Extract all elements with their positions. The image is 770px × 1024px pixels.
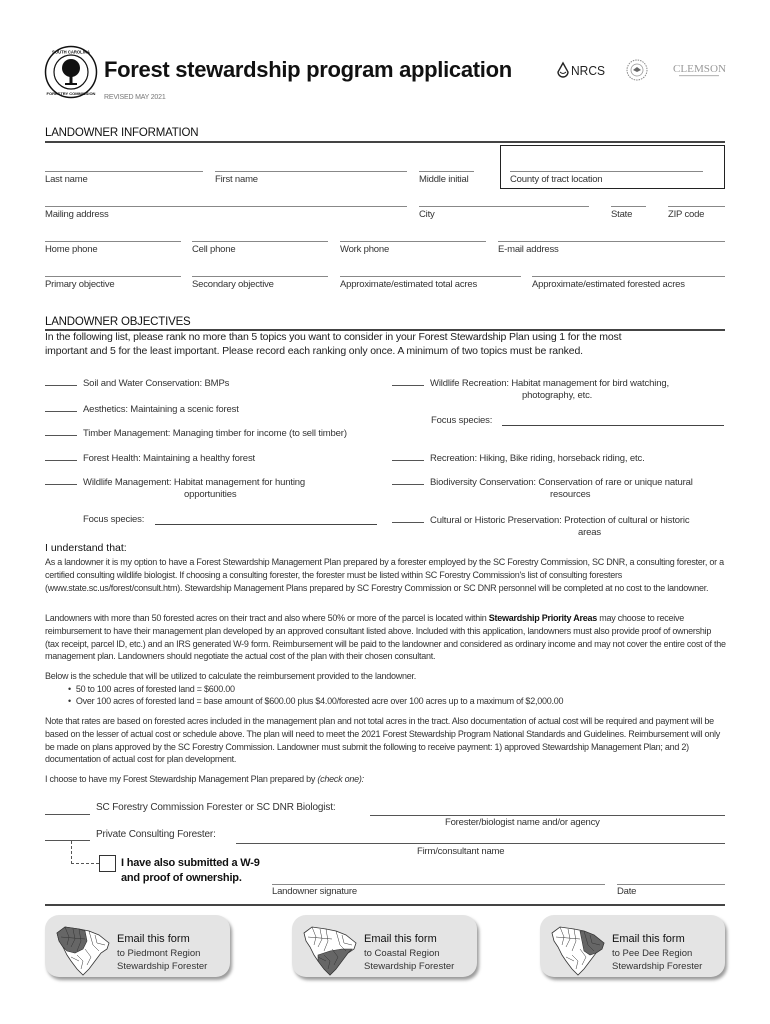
rank-input-wildlife-management[interactable] [45,484,77,485]
rank-input-timber[interactable] [45,435,77,436]
sc-map-coastal-icon [302,921,360,977]
work-phone-field[interactable] [340,241,486,242]
objective-soil-water [45,378,229,389]
nrcs-logo [557,60,607,80]
objective-timber [45,428,347,439]
rank-input-cultural-historic[interactable] [392,522,424,523]
choose-statement [45,773,364,786]
objective-aesthetics [45,404,239,415]
objective-wildlife-recreation [392,378,669,389]
rank-input-forest-health[interactable] [45,460,77,461]
forested-acres-field[interactable] [532,276,725,277]
objective-label: Wildlife Recreation: Habitat management for bird watching, [430,378,669,389]
cell-phone-field[interactable] [192,241,328,242]
objective-cultural-historic [392,515,689,526]
section-heading-objectives: LANDOWNER OBJECTIVES [45,316,191,328]
email-region: to Piedmont Region [117,948,201,959]
check-one-text: (check one): [317,774,364,784]
focus-species-input-left[interactable] [155,524,377,525]
bullet-icon: • [68,696,71,706]
email-recipient: Stewardship Forester [364,961,455,972]
mailing-address-label: Mailing address [45,209,109,220]
email-label: E-mail address [498,244,559,255]
email-title: Email this form [612,933,685,945]
option-private-consultant-label: Private Consulting Forester: [96,829,216,840]
focus-species-label-right: Focus species: [431,415,493,426]
objective-label: Cultural or Historic Preservation: Protection of cultural or historic [430,515,690,526]
mailing-address-field[interactable] [45,206,407,207]
bullet-text: Over 100 acres of forested land = base amount of $600.00 plus $4.00/forested acre over 100 acres up to a maximum of $2,000.00 [75,696,564,706]
svg-text:NRCS: NRCS [571,63,606,78]
email-region: to Pee Dee Region [612,948,693,959]
state-field[interactable] [611,206,646,207]
paragraph-text: may choose to receive reimbursement to have their management plan developed by an approved consultant listed above. Included with this application, landowners must also provide proof of ownership (tax receipt, parcel ID, etc.) and an IRS generated W-9 form. Reimbursement will be paid to the landowner and considered as ordinary income and may not cover the entire cost of the management plan. Landowners should negotiate the actual cost of the plan with their chosen consultant. [45,613,726,662]
first-name-label: First name [215,174,258,185]
primary-objective-field[interactable] [45,276,181,277]
section-heading-landowner-info: LANDOWNER INFORMATION [45,127,199,139]
objective-label: Forest Health: Maintaining a healthy forest [83,453,256,464]
choose-text: I choose to have my Forest Stewardship Management Plan prepared by [45,774,318,784]
section-rule [45,141,725,143]
sc-forestry-commission-seal [44,45,98,99]
understand-heading: I understand that: [45,542,127,554]
email-recipient: Stewardship Forester [612,961,703,972]
bullet-text: 50 to 100 acres of forested land = $600.00 [75,684,235,694]
first-name-field[interactable] [215,171,407,172]
objective-label: Wildlife Management: Habitat management for hunting [83,477,306,488]
objective-label: Timber Management: Managing timber for income (to sell timber) [83,428,347,439]
zip-label: ZIP code [668,209,705,220]
understand-paragraph-3: Below is the schedule that will be utilized to calculate the reimbursement provided to the landowner. [45,671,416,681]
email-title: Email this form [364,933,437,945]
county-label: County of tract location [510,174,603,185]
county-field[interactable] [510,171,703,172]
rank-input-soil-water[interactable] [45,385,77,386]
total-acres-field[interactable] [340,276,521,277]
objective-wildlife-management [45,477,305,488]
understand-paragraph-1: As a landowner it is my option to have a Forest Stewardship Management Plan prepared by a forester employed by the SC Forestry Commission, SC DNR, a consulting forester, or a certified consulting wildlife biologist. If choosing a consulting forester, the forester must be listed within SC Forestry Commission's list of consulting foresters (www.state.sc.us/forest/consult.htm). Stewardship Management Plans prepared by SC Forestry Commission or SC DNR personnel will be completed at no cost to the landowner. [45,557,724,593]
clemson-logo [673,61,728,79]
bullet-icon: • [68,684,71,694]
objective-cultural-historic-line2: areas [578,527,602,538]
firm-consultant-name-field[interactable] [236,843,725,844]
objective-label: Soil and Water Conservation: BMPs [83,378,230,389]
footer-rule [45,904,725,906]
svg-text:FORESTRY COMMISSION: FORESTRY COMMISSION [46,91,96,96]
rank-input-aesthetics[interactable] [45,411,77,412]
email-recipient: Stewardship Forester [117,961,208,972]
objective-recreation [392,453,645,464]
objectives-intro-line1: In the following list, please rank no more than 5 topics you want to consider in your Forest Stewardship Plan using 1 for the most [45,331,622,343]
sc-dnr-seal [626,58,648,82]
state-label: State [611,209,633,220]
work-phone-label: Work phone [340,244,390,255]
dashed-connector [71,841,99,864]
secondary-objective-field[interactable] [192,276,328,277]
objective-forest-health [45,453,255,464]
primary-objective-label: Primary objective [45,279,115,290]
city-label: City [419,209,435,220]
zip-field[interactable] [668,206,725,207]
secondary-objective-label: Secondary objective [192,279,274,290]
rank-input-biodiversity[interactable] [392,484,424,485]
page-title: Forest stewardship program application [104,57,512,82]
forester-biologist-name-field[interactable] [370,815,725,816]
objective-label: Recreation: Hiking, Bike riding, horseback riding, etc. [430,453,645,464]
email-field[interactable] [498,241,725,242]
home-phone-label: Home phone [45,244,98,255]
forester-biologist-name-label: Forester/biologist name and/or agency [445,817,600,828]
option-sc-forestry-label: SC Forestry Commission Forester or SC DNR Biologist: [96,802,336,813]
email-region: to Coastal Region [364,948,440,959]
email-piedmont-button[interactable] [45,915,230,977]
landowner-signature-label: Landowner signature [272,886,357,897]
total-acres-label: Approximate/estimated total acres [340,279,478,290]
last-name-label: Last name [45,174,88,185]
paragraph-text: Landowners with more than 50 forested acres on their tract and also where 50% or more of the parcel is located within [45,613,489,623]
objective-wildlife-management-line2: opportunities [184,489,237,500]
svg-text:CLEMSON: CLEMSON [673,63,727,75]
rank-input-wildlife-recreation[interactable] [392,385,424,386]
firm-consultant-name-label: Firm/consultant name [417,846,505,857]
w9-label-line2: and proof of ownership. [121,872,242,884]
objective-label: Biodiversity Conservation: Conservation of rare or unique natural [430,477,693,488]
revised-date: REVISED MAY 2021 [104,94,166,101]
email-pee-dee-button[interactable] [540,915,725,977]
rank-input-recreation[interactable] [392,460,424,461]
date-label: Date [617,886,637,897]
email-title: Email this form [117,933,190,945]
city-field[interactable] [419,206,589,207]
middle-initial-field[interactable] [419,171,474,172]
landowner-signature-field[interactable] [272,884,605,885]
objective-label: Aesthetics: Maintaining a scenic forest [83,404,239,415]
objectives-intro-line2: important and 5 for the least important. Please record each ranking only once. A minimum of two topics must be ranked. [45,345,583,357]
understand-paragraph-4: Note that rates are based on forested acres included in the management plan and not total acres in the tract. Also documentation of actual cost will be required and payment will be based on the lesser of actual cost or schedule above. The plan will need to meet the 2021 Forest Stewardship Program National Standards and Guidelines. Reimbursement will only be made on plans approved by the SC Forestry Commission. Landowner must submit the following to receive payment: 1) approved Stewardship Management Plan; and 2) documentation of actual cost for plan development. [45,716,720,765]
svg-text:SOUTH CAROLINA: SOUTH CAROLINA [52,49,90,55]
email-coastal-button[interactable] [292,915,477,977]
home-phone-field[interactable] [45,241,181,242]
forested-acres-label: Approximate/estimated forested acres [532,279,685,290]
objective-wildlife-recreation-line2: photography, etc. [522,390,593,401]
last-name-field[interactable] [45,171,203,172]
date-field[interactable] [617,884,725,885]
cell-phone-label: Cell phone [192,244,236,255]
option-sc-forestry-check-blank[interactable] [45,814,90,815]
sc-map-pee-dee-icon [550,921,608,977]
focus-species-label-left: Focus species: [83,514,145,525]
sc-map-piedmont-icon [55,921,113,977]
focus-species-input-right[interactable] [502,425,724,426]
w9-checkbox[interactable] [99,855,116,872]
understand-paragraph-2 [45,612,727,663]
objective-biodiversity [392,477,693,488]
objective-biodiversity-line2: resources [550,489,591,500]
middle-initial-label: Middle initial [419,174,469,185]
w9-label-line1: I have also submitted a W-9 [121,857,260,869]
stewardship-priority-areas: Stewardship Priority Areas [488,613,597,623]
reimbursement-bullet-1 [68,683,235,696]
reimbursement-bullet-2 [68,695,563,708]
